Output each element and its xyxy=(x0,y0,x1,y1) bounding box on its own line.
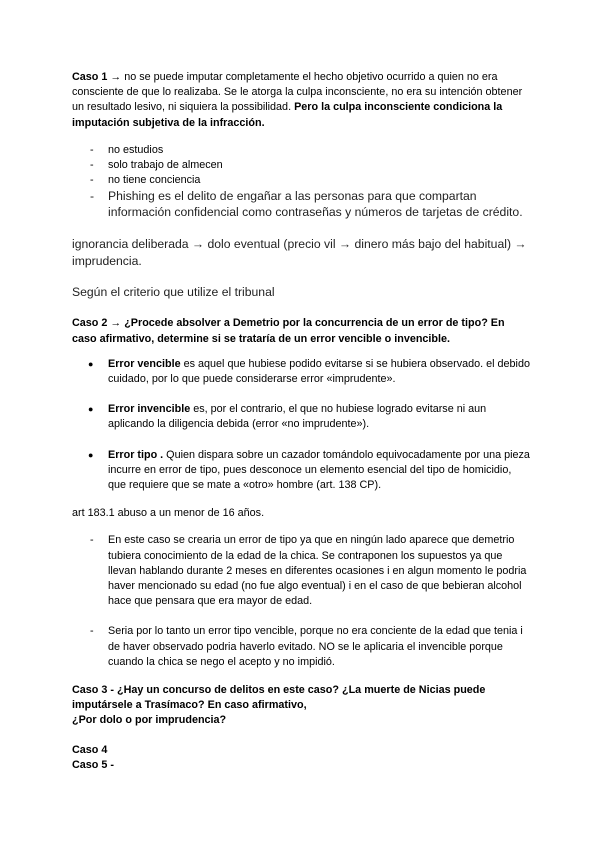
caso1-bold-text: Pero la culpa inconsciente condiciona la imputación subjetiva de la infracción. xyxy=(72,101,503,129)
error-bullets xyxy=(72,357,532,493)
caso3-line1: Caso 3 - ¿Hay un concurso de delitos en este caso? ¿La muerte de Nicias puede imputársele a Trasímaco? En caso afirmativo, xyxy=(72,684,486,712)
list-item: - Seria por lo tanto un error tipo vencible, porque no era conciente de la edad que tenia i de haver observado podria haverlo evitado. NO se le aplicaria el invencible porque cuando la chica se nego el acepto y no impidió. xyxy=(72,624,532,670)
caso3-line2: ¿Por dolo o por imprudencia? xyxy=(72,714,227,727)
caso1-paragraph xyxy=(72,70,532,131)
list-item xyxy=(72,357,532,387)
phishing-item: - Phishing es el delito de engañar a las personas para que compartan información confidencial como contraseñas y números de tarjetas de crédito. xyxy=(72,188,532,220)
caso3-heading xyxy=(72,683,532,729)
ignorancia-paragraph: ignorancia deliberada → dolo eventual (precio vil → dinero más bajo del habitual) → imprudencia. xyxy=(72,237,527,269)
caso5-heading: Caso 5 - xyxy=(72,758,115,771)
bullet-term: Error vencible xyxy=(108,357,181,370)
caso2-heading: Caso 2 → ¿Procede absolver a Demetrio por la concurrencia de un error de tipo? En caso afirmativo, determine si se trataría de un error vencible o invencible. xyxy=(72,317,505,345)
document-page xyxy=(72,70,532,773)
bullet-term: Error invencible xyxy=(108,403,191,416)
bullet-text: es, por el contrario, el que no hubiese logrado evitarse ni aun aplicando la diligencia debida (error «no imprudente»). xyxy=(108,403,487,431)
list-item: - En este caso se crearia un error de tipo ya que en ningún lado aparece que demetrio tubiera conocimiento de la edad de la chica. Se contraponen los supuestos ya que llevan hablando durante 2 meses en diferentes ocasiones i en algun momento le podria haver mencionado su edad (no fue algo eventual) i en el caso de que bebieran alcohol hace que pensara que era mayor de edad. xyxy=(72,533,532,609)
bullet-text: es aquel que hubiese podido evitarse si se hubiera observado. el debido cuidado, por lo que puede considerarse error «imprudente». xyxy=(108,357,530,386)
caso1-label: Caso 1 xyxy=(72,71,108,83)
caso4-heading: Caso 4 xyxy=(72,743,108,756)
list-item xyxy=(72,402,532,432)
caso1-arrow: → xyxy=(110,71,122,83)
list-item: - no tiene conciencia xyxy=(72,173,532,188)
analysis-list xyxy=(72,533,532,670)
bullet-text: Quien dispara sobre un cazador tomándolo equivocadamente por una pieza incurre en error de tipo, pues desconoce un elemento esencial del tipo de homicidio, que requiere que se mate a «otro» hombre (art. 138 CP). xyxy=(108,448,530,492)
criterio-paragraph: Según el criterio que utilize el tribunal xyxy=(72,285,275,300)
list-item xyxy=(72,448,532,494)
art-paragraph: art 183.1 abuso a un menor de 16 años. xyxy=(72,507,265,520)
list-item: - solo trabajo de almecen xyxy=(72,158,532,173)
notes-list xyxy=(72,143,532,221)
list-item: - no estudios xyxy=(72,143,532,158)
bullet-term: Error tipo . xyxy=(108,448,164,461)
caso1-text: no se puede imputar completamente el hecho objetivo ocurrido a quien no era consciente de que lo realizaba. Se le atorga la culpa inconsciente, no era su intención obtener un resultado lesivo, ni siquiera la possibilidad. xyxy=(72,71,523,114)
